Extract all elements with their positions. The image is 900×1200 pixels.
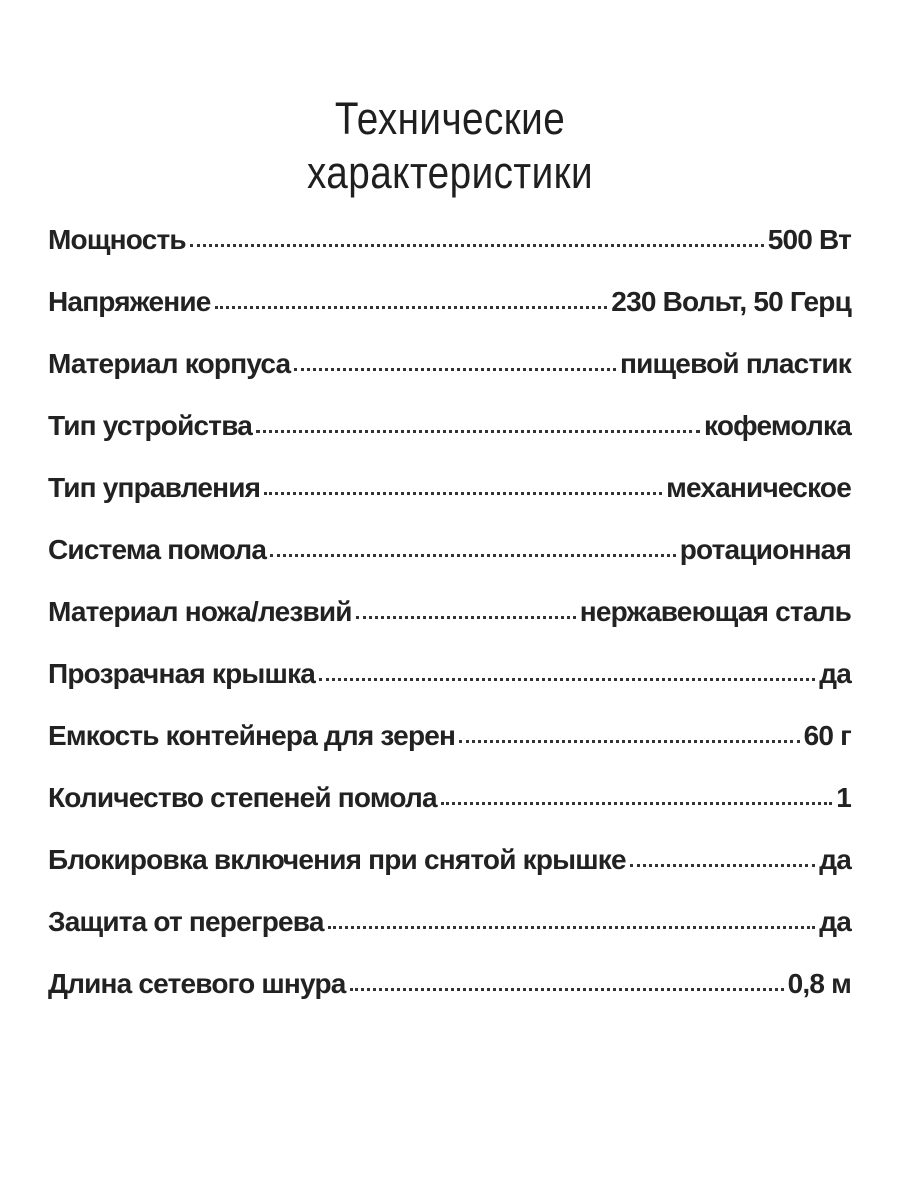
spec-row-power xyxy=(48,224,851,286)
dot-leader xyxy=(350,988,784,991)
spec-label: Напряжение xyxy=(48,286,211,317)
spec-value: механическое xyxy=(666,472,851,503)
spec-label: Длина сетевого шнура xyxy=(48,968,346,999)
spec-value: 0,8 м xyxy=(787,968,851,999)
spec-label: Система помола xyxy=(48,534,267,565)
spec-label: Материал корпуса xyxy=(48,348,291,379)
spec-label: Тип управления xyxy=(48,472,261,503)
spec-value: 500 Вт xyxy=(767,224,851,255)
title-line-2: характеристики xyxy=(306,147,594,199)
spec-label: Прозрачная крышка xyxy=(48,658,316,689)
dot-leader xyxy=(270,554,676,557)
dot-leader xyxy=(356,616,576,619)
spec-row-overheat-protection xyxy=(48,906,851,968)
spec-value: да xyxy=(819,844,851,875)
dot-leader xyxy=(630,864,815,867)
spec-label: Количество степеней помола xyxy=(48,782,437,813)
spec-label: Блокировка включения при снятой крышке xyxy=(48,844,626,875)
spec-row-blade-material xyxy=(48,596,851,658)
spec-row-lid-lock xyxy=(48,844,851,906)
spec-row-body-material xyxy=(48,348,851,410)
spec-value: 230 Вольт, 50 Герц xyxy=(611,286,851,317)
spec-row-transparent-lid xyxy=(48,658,851,720)
spec-value: нержавеющая сталь xyxy=(579,596,851,627)
spec-row-cord-length xyxy=(48,968,851,1030)
dot-leader xyxy=(319,678,815,681)
spec-value: 1 xyxy=(836,782,851,813)
spec-value: кофемолка xyxy=(703,410,851,441)
spec-value: да xyxy=(819,906,851,937)
title-line-1: Технические xyxy=(334,93,566,145)
dot-leader xyxy=(294,368,616,371)
spec-list xyxy=(48,224,851,1030)
spec-value: да xyxy=(819,658,851,689)
spec-label: Тип устройства xyxy=(48,410,253,441)
spec-label: Емкость контейнера для зерен xyxy=(48,720,456,751)
dot-leader xyxy=(190,244,764,247)
dot-leader xyxy=(215,306,608,309)
dot-leader xyxy=(264,492,662,495)
spec-row-grinding-system xyxy=(48,534,851,596)
dot-leader xyxy=(441,802,832,805)
spec-row-voltage xyxy=(48,286,851,348)
dot-leader xyxy=(328,926,816,929)
spec-row-device-type xyxy=(48,410,851,472)
dot-leader xyxy=(459,740,799,743)
spec-row-grind-levels xyxy=(48,782,851,844)
spec-value: пищевой пластик xyxy=(619,348,851,379)
spec-label: Мощность xyxy=(48,224,186,255)
spec-label: Материал ножа/лезвий xyxy=(48,596,352,627)
spec-row-bean-capacity xyxy=(48,720,851,782)
page-title xyxy=(63,92,837,200)
spec-row-control-type xyxy=(48,472,851,534)
dot-leader xyxy=(256,430,700,433)
spec-value: ротационная xyxy=(679,534,851,565)
spec-value: 60 г xyxy=(803,720,851,751)
spec-label: Защита от перегрева xyxy=(48,906,324,937)
